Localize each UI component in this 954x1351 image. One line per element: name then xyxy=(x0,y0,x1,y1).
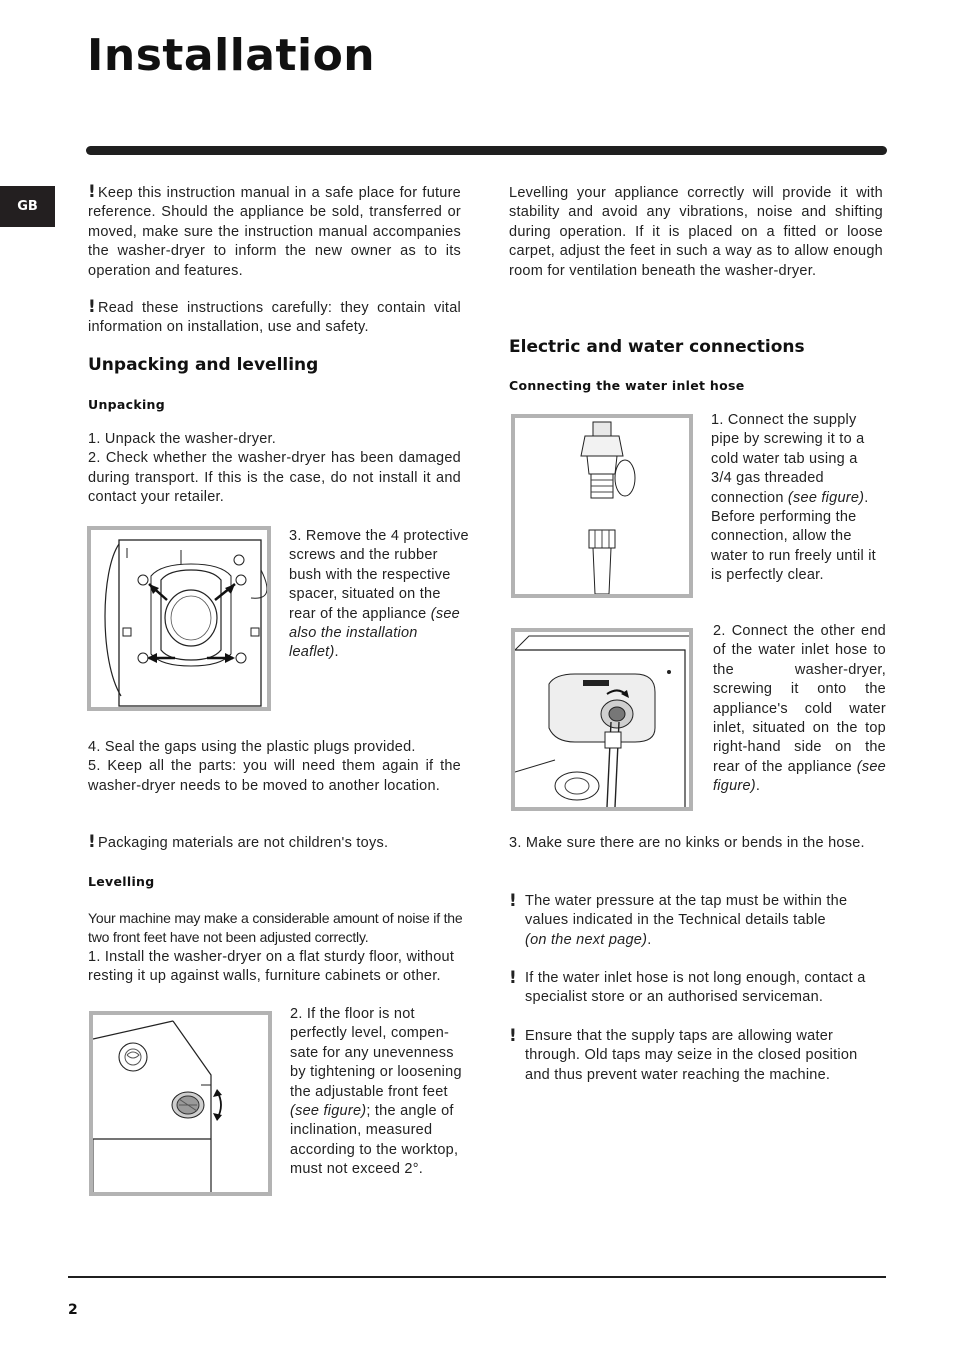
unpacking-step-5: 5. Keep all the parts: you will need them again if the washer-dryer needs to be moved to another location. xyxy=(88,758,461,794)
section-heading-connections: Electric and water connections xyxy=(509,337,805,357)
warning-mark: ! xyxy=(509,1026,518,1046)
appliance-inlet-illustration xyxy=(515,632,689,807)
intro-warning-1: ! Keep this instruction manual in a safe place for future reference. Should the appliance be sold, transferred or moved, make sure the instruction manual accompanies the washer-dryer to inform the new owner as to its operation and features. xyxy=(88,182,461,279)
language-tab: GB xyxy=(0,186,55,227)
unpacking-steps-4-5 xyxy=(88,738,461,796)
subheading-levelling: Levelling xyxy=(88,874,155,889)
tap-connection-figure xyxy=(511,414,693,598)
levelling-foot-figure xyxy=(89,1011,272,1196)
page-number: 2 xyxy=(68,1302,78,1318)
section-heading-unpacking-levelling: Unpacking and levelling xyxy=(88,355,319,375)
packaging-warning: ! Packaging materials are not children's toys. xyxy=(88,832,389,852)
levelling-step-2: 2. If the floor is not perfectly level, compen-sate for any unevenness by tightening or loosening the adjustable front feet (see figure); the angle of inclination, measured according to the worktop, must not exceed 2°. xyxy=(290,1006,462,1178)
hose-length-warning: ! If the water inlet hose is not long enough, contact a specialist store or an authorised serviceman. xyxy=(509,969,883,1008)
footer-rule xyxy=(68,1276,886,1278)
unpacking-step-2: 2. Check whether the washer-dryer has been damaged during transport. If this is the case, do not install it and contact your retailer. xyxy=(88,450,461,506)
supply-taps-warning: ! Ensure that the supply taps are allowing water through. Old taps may seize in the closed position and thus prevent water reaching the machine. xyxy=(509,1027,883,1085)
connection-step-1: 1. Connect the supply pipe by screwing it to a cold water tab using a 3/4 gas threaded connection (see figure). Before performing the connection, allow the water to run freely until it is perfectly clear. xyxy=(711,412,876,584)
title-rule xyxy=(86,146,887,155)
tap-connection-illustration xyxy=(515,418,689,594)
connection-step-2: 2. Connect the other end of the water inlet hose to the washer-dryer, screwing it onto the appliance's cold water inlet, situated on the top right-hand side on the rear of the appliance (see figure). xyxy=(713,623,886,795)
warning-mark: ! xyxy=(509,891,518,911)
warning-mark: ! xyxy=(509,968,518,988)
levelling-note: Your machine may make a considerable amount of noise if the two front feet have not been adjusted correctly. xyxy=(88,910,463,946)
subheading-water-inlet: Connecting the water inlet hose xyxy=(509,378,745,393)
intro-warning-2: ! Read these instructions carefully: they contain vital information on installation, use and safety. xyxy=(88,297,461,336)
warning-mark: ! xyxy=(88,832,97,852)
unpacking-step-4: 4. Seal the gaps using the plastic plugs provided. xyxy=(88,739,416,755)
rear-appliance-illustration xyxy=(91,530,267,707)
rear-appliance-figure xyxy=(87,526,271,711)
unpacking-step-1: 1. Unpack the washer-dryer. xyxy=(88,431,277,447)
appliance-inlet-figure xyxy=(511,628,693,811)
warning-mark: ! xyxy=(88,297,97,317)
unpacking-step-3: 3. Remove the 4 protective screws and the rubber bush with the respective spacer, situated on the rear of the appliance (see also the installation leaflet). xyxy=(289,528,469,661)
levelling-continued: Levelling your appliance correctly will provide it with stability and avoid any vibrations, noise and shifting during operation. If it is placed on a fitted or loose carpet, adjust the feet in such a way as to allow enough room for ventilation beneath the washer-dryer. xyxy=(509,185,883,279)
warning-mark: ! xyxy=(88,182,97,202)
levelling-step-1: 1. Install the washer-dryer on a flat sturdy floor, without resting it up against walls, furniture cabinets or other. xyxy=(88,949,455,985)
connection-step-3: 3. Make sure there are no kinks or bends in the hose. xyxy=(509,835,865,851)
levelling-foot-illustration xyxy=(93,1015,268,1192)
page-title: Installation xyxy=(87,30,376,81)
unpacking-steps-1-2 xyxy=(88,430,461,508)
subheading-unpacking: Unpacking xyxy=(88,397,165,412)
pressure-warning: ! The water pressure at the tap must be within the values indicated in the Technical details table (on the next page). xyxy=(509,892,883,950)
